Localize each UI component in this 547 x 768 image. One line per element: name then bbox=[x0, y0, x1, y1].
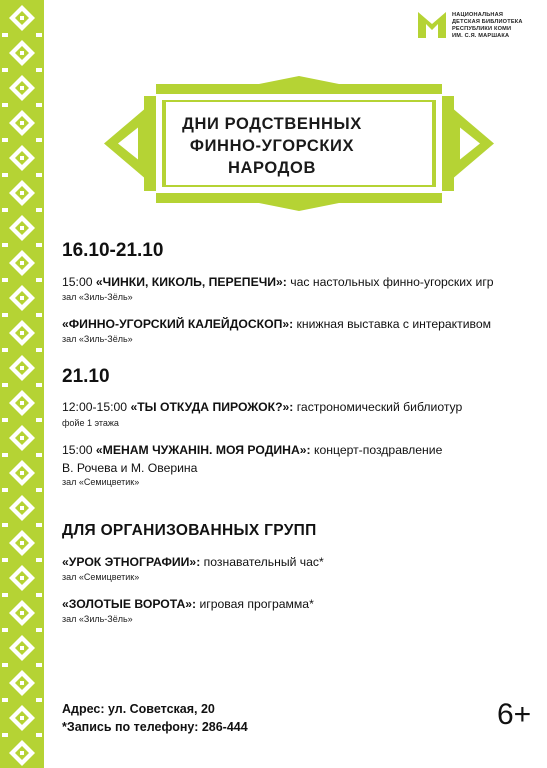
strip-notch bbox=[2, 383, 8, 387]
page-title-line: ФИННО-УГОРСКИХ bbox=[189, 137, 355, 155]
banner-corner-step bbox=[442, 84, 454, 96]
strip-notch bbox=[36, 208, 42, 212]
event-desc: гастрономический библиотур bbox=[293, 400, 463, 414]
logo-text bbox=[452, 12, 542, 40]
event-desc: час настольных финно-угорских игр bbox=[286, 275, 494, 289]
logo-line: ДЕТСКАЯ БИБЛИОТЕКА bbox=[452, 19, 523, 25]
page-title-line: ДНИ РОДСТВЕННЫХ bbox=[182, 115, 362, 133]
strip-dot bbox=[20, 191, 24, 195]
strip-notch bbox=[2, 698, 8, 702]
strip-notch bbox=[36, 593, 42, 597]
strip-notch bbox=[2, 418, 8, 422]
strip-dot bbox=[20, 16, 24, 20]
strip-notch bbox=[2, 103, 8, 107]
event-venue: зал «Зиль-Зёль» bbox=[62, 292, 133, 302]
event-name: «ФИННО-УГОРСКИЙ КАЛЕЙДОСКОП»: bbox=[62, 317, 294, 331]
banner-bottom-peak bbox=[259, 203, 339, 211]
strip-notch bbox=[2, 173, 8, 177]
strip-dot bbox=[20, 261, 24, 265]
strip-dot bbox=[20, 51, 24, 55]
logo-line: ИМ. С.Я. МАРШАКА bbox=[452, 33, 510, 39]
event-venue: зал «Зиль-Зёль» bbox=[62, 334, 133, 344]
strip-dot bbox=[20, 506, 24, 510]
strip-notch bbox=[2, 208, 8, 212]
logo-line: РЕСПУБЛИКИ КОМИ bbox=[452, 26, 512, 32]
event-name: «ЧИНКИ, КИКОЛЬ, ПЕРЕПЕЧИ»: bbox=[95, 275, 287, 289]
strip-notch bbox=[36, 313, 42, 317]
strip-notch bbox=[36, 663, 42, 667]
strip-notch bbox=[36, 348, 42, 352]
title-box bbox=[160, 98, 384, 194]
event-time: 15:00 bbox=[62, 443, 96, 457]
strip-dot bbox=[20, 646, 24, 650]
strip-notch bbox=[36, 733, 42, 737]
strip-notch bbox=[36, 383, 42, 387]
age-rating: 6+ bbox=[497, 698, 532, 731]
strip-notch bbox=[36, 418, 42, 422]
banner-corner-step bbox=[144, 191, 156, 203]
left-ornament-strip bbox=[0, 0, 44, 768]
event-name: «ЗОЛОТЫЕ ВОРОТА»: bbox=[62, 597, 197, 611]
strip-notch bbox=[36, 453, 42, 457]
event-desc: игровая программа* bbox=[196, 597, 314, 611]
strip-dot bbox=[20, 226, 24, 230]
banner-corner-step bbox=[144, 84, 156, 96]
event-desc: познавательный час* bbox=[200, 555, 324, 569]
strip-notch bbox=[36, 628, 42, 632]
strip-dot bbox=[20, 156, 24, 160]
strip-notch bbox=[36, 523, 42, 527]
event-venue: зал «Семицветик» bbox=[62, 477, 140, 487]
event-venue: фойе 1 этажа bbox=[62, 418, 119, 428]
event-venue: зал «Семицветик» bbox=[62, 572, 140, 582]
event-time: 15:00 bbox=[62, 275, 96, 289]
strip-notch bbox=[2, 558, 8, 562]
strip-notch bbox=[2, 628, 8, 632]
event-venue: зал «Зиль-Зёль» bbox=[62, 614, 133, 624]
phone-text: *Запись по телефону: 286-444 bbox=[62, 720, 248, 734]
strip-notch bbox=[2, 593, 8, 597]
strip-dot bbox=[20, 576, 24, 580]
strip-dot bbox=[20, 401, 24, 405]
strip-dot bbox=[20, 716, 24, 720]
strip-notch bbox=[2, 313, 8, 317]
strip-dot bbox=[20, 296, 24, 300]
event-line bbox=[62, 555, 324, 570]
strip-dot bbox=[20, 436, 24, 440]
date-heading: 21.10 bbox=[62, 366, 110, 387]
event-desc: концерт-поздравление bbox=[310, 443, 443, 457]
page-title-line: НАРОДОВ bbox=[228, 159, 316, 177]
strip-dot bbox=[20, 471, 24, 475]
strip-dot bbox=[20, 681, 24, 685]
strip-notch bbox=[2, 733, 8, 737]
section-heading: ДЛЯ ОРГАНИЗОВАННЫХ ГРУПП bbox=[62, 522, 317, 539]
address-text: Адрес: ул. Советская, 20 bbox=[62, 702, 215, 716]
strip-dot bbox=[20, 121, 24, 125]
strip-dot bbox=[20, 366, 24, 370]
event-line bbox=[62, 597, 314, 612]
event-line bbox=[62, 443, 442, 458]
library-logo bbox=[418, 12, 542, 40]
strip-notch bbox=[36, 68, 42, 72]
event-time: 12:00-15:00 bbox=[62, 400, 131, 414]
event-name: «УРОК ЭТНОГРАФИИ»: bbox=[62, 555, 201, 569]
strip-notch bbox=[36, 278, 42, 282]
strip-notch bbox=[36, 558, 42, 562]
strip-notch bbox=[2, 138, 8, 142]
strip-notch bbox=[2, 33, 8, 37]
strip-notch bbox=[2, 663, 8, 667]
event-line bbox=[62, 400, 462, 415]
date-heading: 16.10-21.10 bbox=[62, 240, 164, 261]
logo-line: НАЦИОНАЛЬНАЯ bbox=[452, 12, 504, 18]
strip-notch bbox=[36, 33, 42, 37]
strip-dot bbox=[20, 751, 24, 755]
banner-top-peak bbox=[259, 76, 339, 84]
strip-notch bbox=[36, 173, 42, 177]
event-performers: В. Рочева и М. Оверина bbox=[62, 461, 198, 475]
strip-notch bbox=[36, 698, 42, 702]
strip-notch bbox=[2, 523, 8, 527]
logo-mark-icon bbox=[418, 12, 446, 38]
strip-notch bbox=[2, 348, 8, 352]
strip-notch bbox=[36, 488, 42, 492]
strip-notch bbox=[2, 453, 8, 457]
event-name: «ТЫ ОТКУДА ПИРОЖОК?»: bbox=[130, 400, 294, 414]
event-line bbox=[62, 317, 491, 332]
strip-dot bbox=[20, 541, 24, 545]
strip-notch bbox=[2, 68, 8, 72]
strip-notch bbox=[36, 103, 42, 107]
strip-dot bbox=[20, 611, 24, 615]
strip-dot bbox=[20, 86, 24, 90]
strip-notch bbox=[2, 488, 8, 492]
strip-notch bbox=[2, 278, 8, 282]
event-desc: книжная выставка с интерактивом bbox=[293, 317, 492, 331]
strip-notch bbox=[36, 243, 42, 247]
strip-dot bbox=[20, 331, 24, 335]
strip-notch bbox=[36, 138, 42, 142]
event-name: «МЕНАМ ЧУЖАНІН. МОЯ РОДИНА»: bbox=[95, 443, 311, 457]
banner-corner-step bbox=[442, 191, 454, 203]
event-line bbox=[62, 275, 494, 290]
strip-notch bbox=[2, 243, 8, 247]
